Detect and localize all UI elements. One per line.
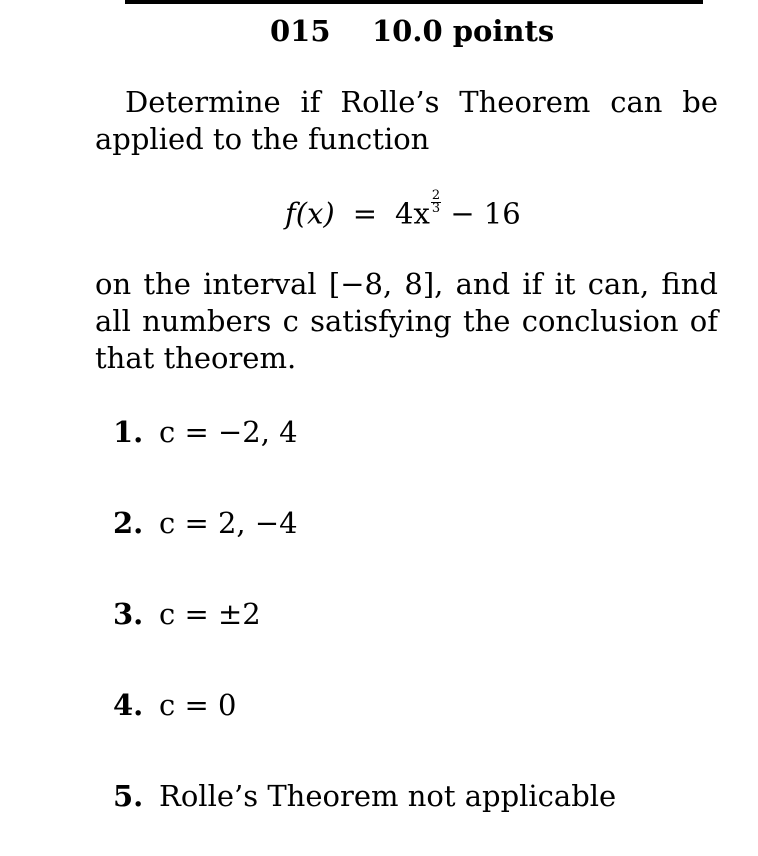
equation-exponent <box>431 190 441 215</box>
top-rule <box>125 0 703 4</box>
question-intro-text: Determine if Rolle’s Theorem can be applied to the function <box>95 85 718 156</box>
choice-text: c = 0 <box>159 688 237 722</box>
choice-text: Rolle’s Theorem not applicable <box>159 779 617 813</box>
answer-choice-1[interactable] <box>113 415 298 449</box>
question-continuation: on the interval [−8, 8], and if it can, find all numbers c satisfying the conclusion of that theorem. <box>95 267 718 375</box>
choice-label: 5. <box>113 779 144 813</box>
exponent-denominator: 3 <box>431 201 441 216</box>
equation-lhs: f(x) <box>285 196 335 231</box>
choice-label: 2. <box>113 506 144 540</box>
choice-text: c = 2, −4 <box>159 506 298 540</box>
equation-tail: − 16 <box>450 196 521 231</box>
question-number: 015 <box>270 14 331 48</box>
function-equation <box>285 190 521 231</box>
answer-choice-2[interactable] <box>113 506 298 540</box>
choice-label: 1. <box>113 415 144 449</box>
answer-choice-4[interactable] <box>113 688 236 722</box>
choice-text: c = ±2 <box>159 597 261 631</box>
choice-label: 3. <box>113 597 144 631</box>
question-points: 10.0 points <box>372 14 555 48</box>
exponent-numerator: 2 <box>431 188 441 203</box>
equation-coefficient: 4x <box>395 196 430 231</box>
answer-choice-3[interactable] <box>113 597 261 631</box>
question-intro <box>95 84 718 158</box>
choice-label: 4. <box>113 688 144 722</box>
equation-equals: = <box>352 196 378 231</box>
answer-choice-5[interactable] <box>113 779 616 813</box>
choice-text: c = −2, 4 <box>159 415 298 449</box>
